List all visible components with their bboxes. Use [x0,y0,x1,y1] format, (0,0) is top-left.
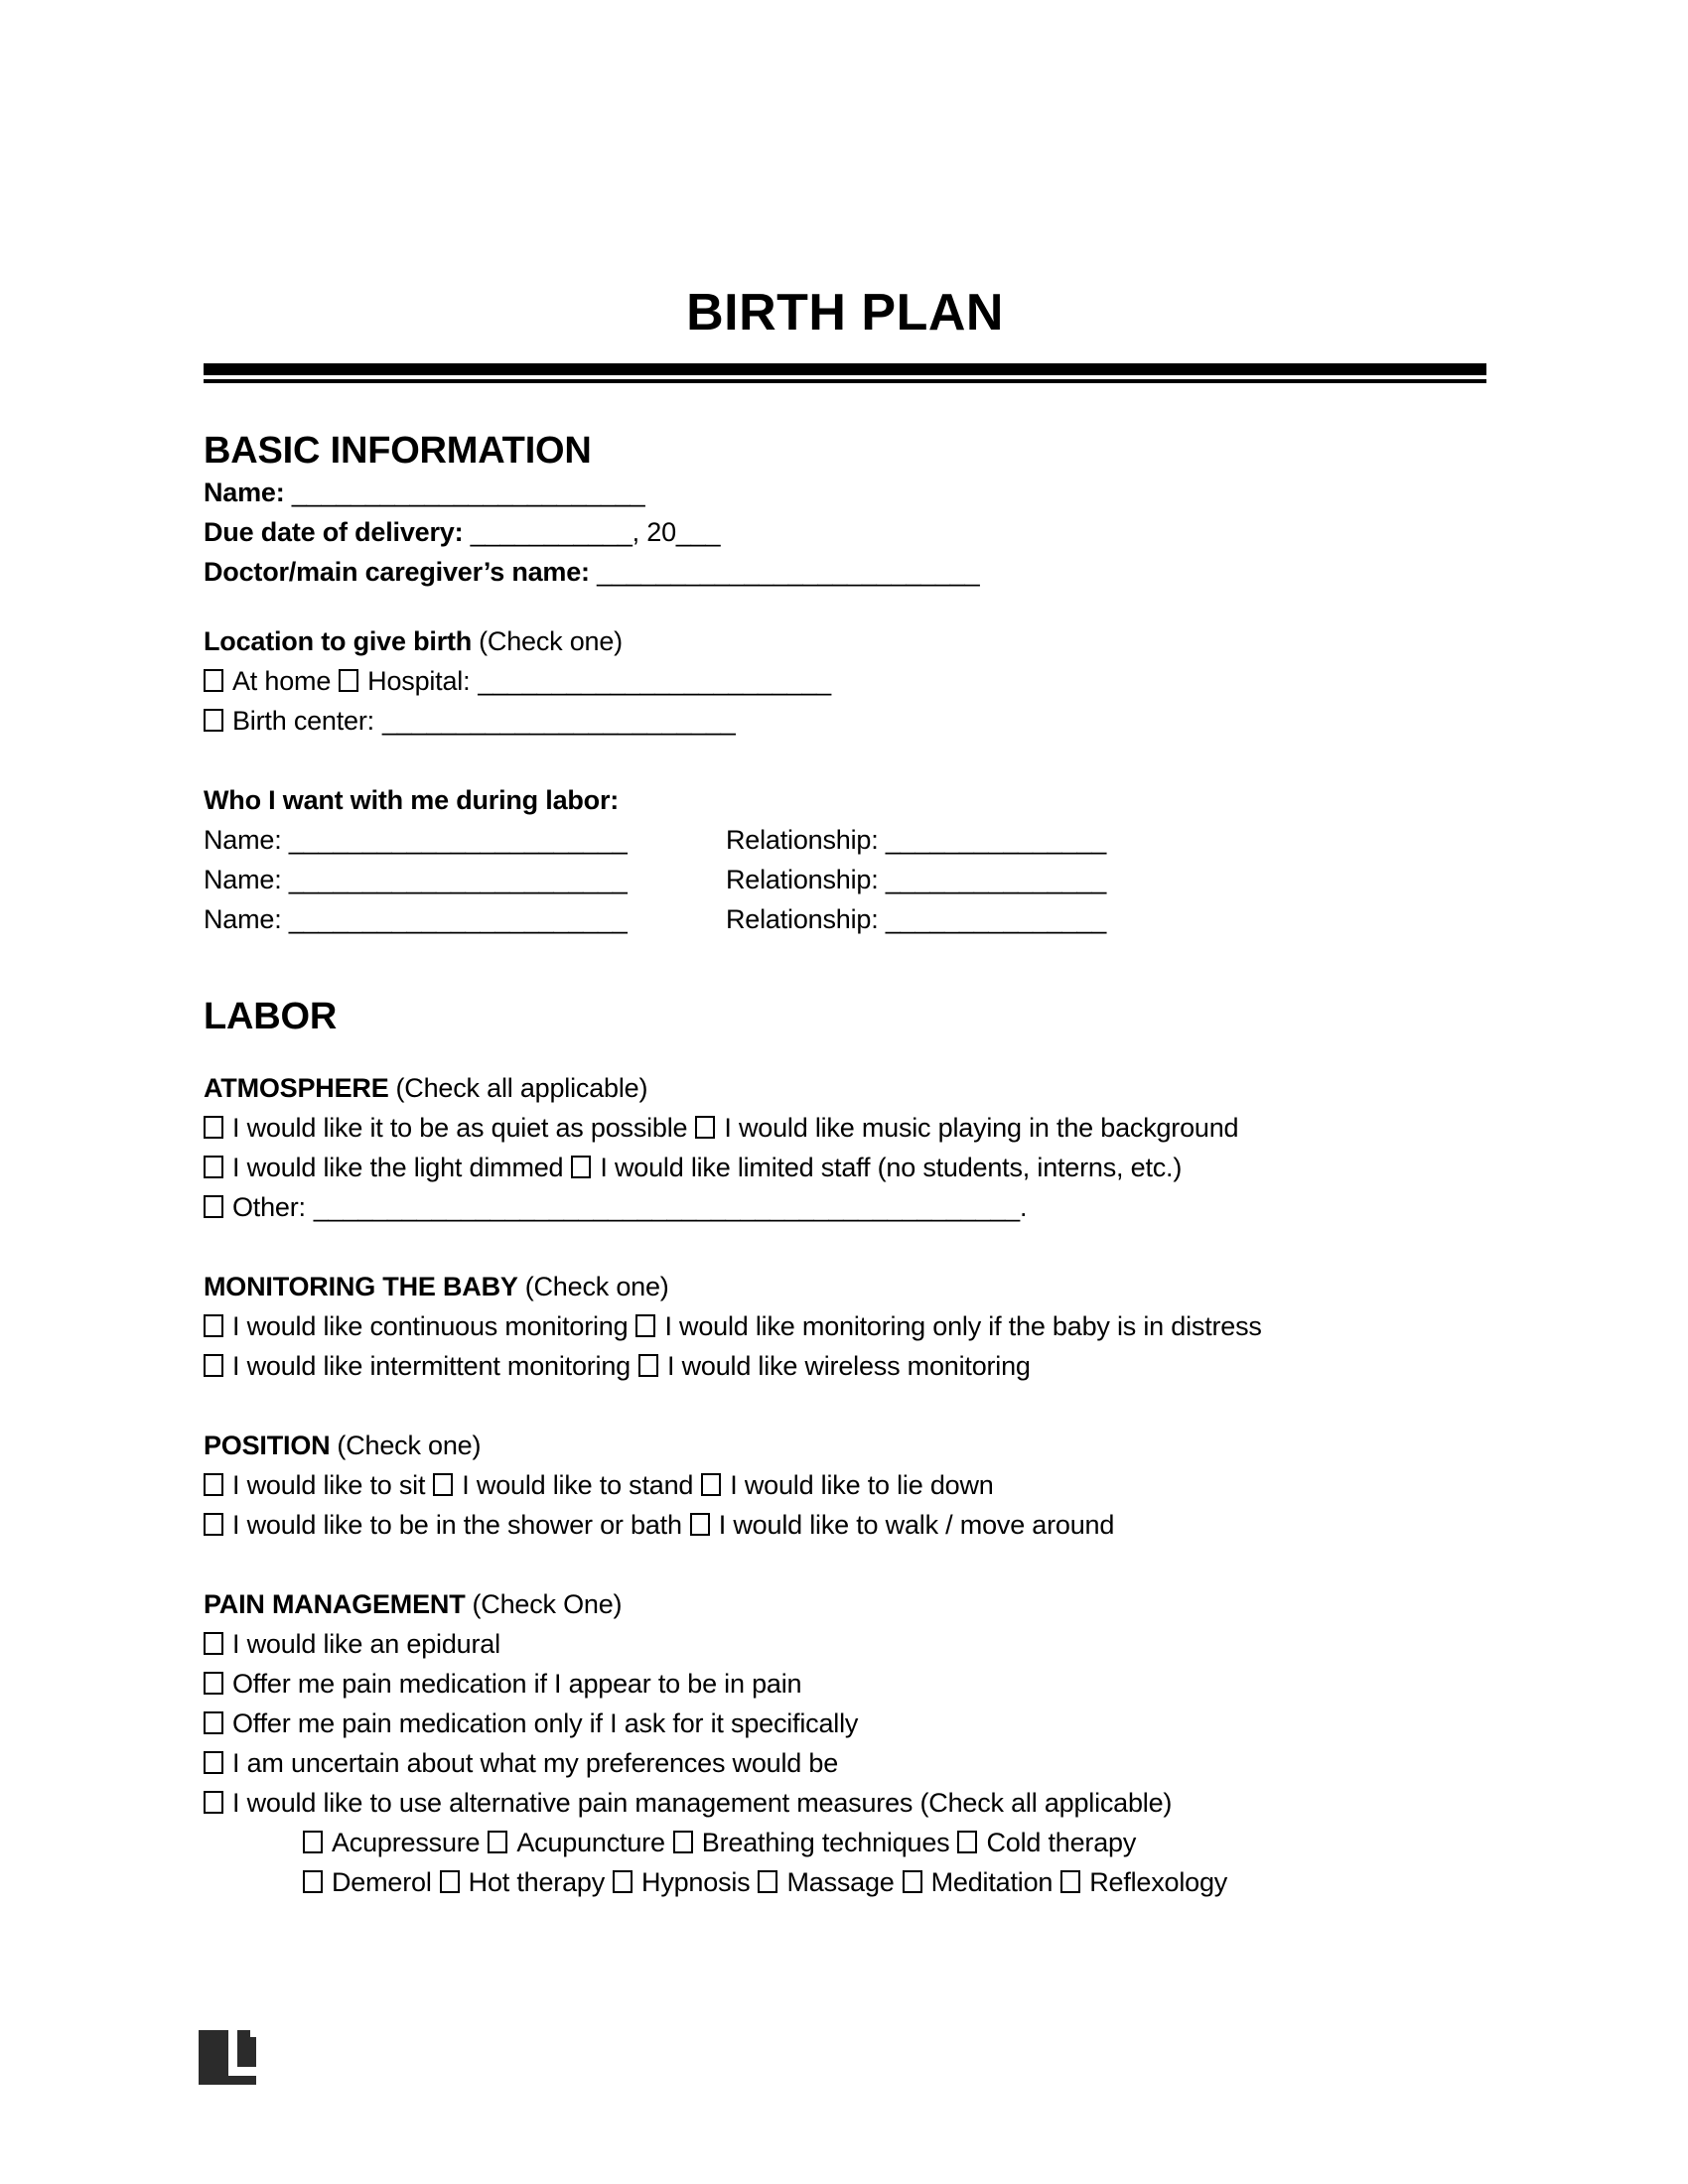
location-option-line-1 [204,661,1486,701]
uncertain-checkbox[interactable] [204,1751,223,1774]
name-label: Name: [204,478,285,507]
due-date-year-blank[interactable]: ___ [675,517,721,547]
companion-rel-blank[interactable]: _______________ [885,904,1107,934]
field-due-date [204,512,1486,552]
option-sit [204,1470,425,1500]
option-alternative-measures [204,1788,1172,1818]
companion-rel-label: Relationship: [726,825,879,855]
position-heading-bold: POSITION [204,1431,331,1460]
due-date-suffix: , 20 [632,517,676,547]
option-label: Breathing techniques [701,1828,950,1857]
other-blank[interactable]: ________________________________________________ [313,1192,1021,1222]
option-label: I would like limited staff (no students, interns, etc.) [600,1153,1183,1182]
atmosphere-other-line [204,1187,1486,1227]
option-at-home [204,666,331,696]
divider-thin-line [204,379,1486,383]
intermittent-monitoring-checkbox[interactable] [204,1354,223,1377]
offer-if-asked-checkbox[interactable] [204,1711,223,1734]
hot-therapy-checkbox[interactable] [440,1870,460,1893]
option-label: Acupressure [332,1828,481,1857]
option-massage [758,1867,894,1897]
logo-letter-l-icon [228,2067,256,2076]
option-label: I would like to sit [232,1470,426,1500]
monitoring-heading [204,1267,1486,1306]
option-acupuncture [488,1828,664,1857]
option-label: I would like it to be as quiet as possible [232,1113,688,1143]
alternative-option-line [204,1862,1486,1902]
option-hot-therapy [440,1867,605,1897]
option-label: I would like monitoring only if the baby is in distress [664,1311,1262,1341]
position-option-line [204,1465,1486,1505]
monitoring-option-line [204,1346,1486,1386]
cold-therapy-checkbox[interactable] [957,1831,977,1853]
option-label: I would like to use alternative pain management measures (Check all applicable) [232,1788,1173,1818]
atmosphere-option-line [204,1148,1486,1187]
light-dimmed-checkbox[interactable] [204,1156,223,1178]
pain-option-line [204,1704,1486,1743]
option-epidural [204,1629,500,1659]
option-label: I would like intermittent monitoring [232,1351,631,1381]
option-demerol [303,1867,432,1897]
option-label: Demerol [332,1867,432,1897]
option-label: Cold therapy [986,1828,1137,1857]
option-meditation [903,1867,1054,1897]
option-hypnosis [613,1867,750,1897]
position-heading [204,1426,1486,1465]
option-label: I would like to be in the shower or bath [232,1510,682,1540]
companion-name-label: Name: [204,865,282,894]
pain-option-line [204,1624,1486,1664]
option-light-dimmed [204,1153,563,1182]
other-checkbox[interactable] [204,1195,223,1218]
option-label: I would like to walk / move around [718,1510,1115,1540]
option-lie-down [701,1470,993,1500]
option-label: I am uncertain about what my preferences would be [232,1748,839,1778]
companions-heading: Who I want with me during labor: [204,785,620,815]
logo-notch [250,2030,256,2037]
option-acupressure [303,1828,480,1857]
companion-rel-label: Relationship: [726,865,879,894]
divider-thick-line [204,363,1486,375]
doctor-label: Doctor/main caregiver’s name: [204,557,590,587]
atmosphere-option-line [204,1108,1486,1148]
option-hospital [339,666,470,696]
option-label: Other: [232,1192,306,1222]
option-label: I would like continuous monitoring [232,1311,629,1341]
wireless-monitoring-checkbox[interactable] [638,1354,658,1377]
page-title: BIRTH PLAN [686,284,1004,341]
other-period: . [1020,1192,1028,1222]
offer-if-in-pain-checkbox[interactable] [204,1672,223,1695]
hospital-blank[interactable]: ________________________ [478,666,831,696]
quiet-checkbox[interactable] [204,1116,223,1139]
music-checkbox[interactable] [695,1116,715,1139]
position-heading-note: (Check one) [337,1431,482,1460]
location-block [204,621,1486,741]
acupuncture-checkbox[interactable] [488,1831,507,1853]
monitoring-option-line [204,1306,1486,1346]
option-uncertain [204,1748,838,1778]
legal-templates-logo [199,2030,256,2085]
hypnosis-checkbox[interactable] [613,1870,633,1893]
companion-rel-blank[interactable]: _______________ [885,825,1107,855]
atmosphere-heading-note: (Check all applicable) [395,1073,648,1103]
location-heading [204,621,1486,661]
option-label: Acupuncture [516,1828,665,1857]
title-divider [204,363,1486,383]
reflexology-checkbox[interactable] [1060,1870,1080,1893]
option-continuous-monitoring [204,1311,628,1341]
position-option-line [204,1505,1486,1545]
atmosphere-heading-bold: ATMOSPHERE [204,1073,389,1103]
distress-monitoring-checkbox[interactable] [635,1314,655,1337]
option-label: Hot therapy [468,1867,606,1897]
option-offer-if-in-pain [204,1669,801,1699]
companion-name-blank[interactable]: _______________________ [288,865,628,894]
option-breathing-techniques [673,1828,950,1857]
companion-row [204,820,1486,860]
option-label: Offer me pain medication only if I ask for it specifically [232,1708,859,1738]
sit-checkbox[interactable] [204,1473,223,1496]
monitoring-heading-note: (Check one) [524,1272,669,1301]
section-heading-basic-information: BASIC INFORMATION [204,430,592,472]
epidural-checkbox[interactable] [204,1632,223,1655]
name-blank[interactable]: ________________________ [291,478,645,507]
demerol-checkbox[interactable] [303,1870,323,1893]
due-date-label: Due date of delivery: [204,517,464,547]
doctor-blank[interactable]: __________________________ [597,557,980,587]
companion-row [204,860,1486,899]
stand-checkbox[interactable] [433,1473,453,1496]
walk-move-checkbox[interactable] [690,1513,710,1536]
breathing-techniques-checkbox[interactable] [673,1831,693,1853]
field-name [204,473,1486,512]
massage-checkbox[interactable] [758,1870,777,1893]
document-content [204,0,1486,1902]
option-label: Hospital: [367,666,471,696]
option-music [695,1113,1238,1143]
option-distress-monitoring [635,1311,1261,1341]
companion-name-blank[interactable]: _______________________ [288,904,628,934]
section-heading-labor: LABOR [204,996,338,1037]
option-cold-therapy [957,1828,1136,1857]
option-stand [433,1470,693,1500]
option-reflexology [1060,1867,1227,1897]
companion-row [204,899,1486,939]
option-label: I would like the light dimmed [232,1153,564,1182]
option-shower-bath [204,1510,682,1540]
option-label: Meditation [930,1867,1054,1897]
option-wireless-monitoring [638,1351,1031,1381]
hospital-checkbox[interactable] [339,669,358,692]
birth-center-blank[interactable]: ________________________ [381,706,736,736]
option-label: Reflexology [1089,1867,1228,1897]
location-heading-note: (Check one) [479,626,623,656]
acupressure-checkbox[interactable] [303,1831,323,1853]
limited-staff-checkbox[interactable] [571,1156,591,1178]
option-birth-center [204,706,374,736]
companion-name-label: Name: [204,825,282,855]
position-block [204,1426,1486,1545]
birth-center-checkbox[interactable] [204,709,223,732]
option-other [204,1192,306,1222]
companion-name-blank[interactable]: _______________________ [288,825,628,855]
location-option-line-2 [204,701,1486,741]
monitoring-block [204,1267,1486,1386]
pain-option-line [204,1783,1486,1823]
pain-heading-bold: PAIN MANAGEMENT [204,1589,466,1619]
alternative-option-line [204,1823,1486,1862]
option-walk-move [690,1510,1114,1540]
option-label: Hypnosis [641,1867,751,1897]
alternative-measures-checkbox[interactable] [204,1791,223,1814]
pain-heading-note: (Check One) [472,1589,623,1619]
option-label: I would like an epidural [232,1629,500,1659]
pain-option-line [204,1664,1486,1704]
monitoring-heading-bold: MONITORING THE BABY [204,1272,518,1301]
meditation-checkbox[interactable] [903,1870,922,1893]
due-date-blank[interactable]: ___________ [470,517,633,547]
atmosphere-heading [204,1068,1486,1108]
option-label: I would like music playing in the background [724,1113,1239,1143]
location-heading-bold: Location to give birth [204,626,473,656]
companion-rel-label: Relationship: [726,904,879,934]
lie-down-checkbox[interactable] [701,1473,721,1496]
option-intermittent-monitoring [204,1351,631,1381]
option-label: Offer me pain medication if I appear to be in pain [232,1669,802,1699]
shower-bath-checkbox[interactable] [204,1513,223,1536]
option-offer-if-asked [204,1708,858,1738]
option-label: At home [232,666,332,696]
option-label: Massage [786,1867,895,1897]
at-home-checkbox[interactable] [204,669,223,692]
atmosphere-block [204,1068,1486,1227]
pain-option-line [204,1743,1486,1783]
option-label: I would like to lie down [730,1470,994,1500]
field-doctor-name [204,552,1486,592]
option-label: I would like wireless monitoring [666,1351,1031,1381]
companion-rel-blank[interactable]: _______________ [885,865,1107,894]
companions-block [204,780,1486,939]
option-label: Birth center: [232,706,374,736]
continuous-monitoring-checkbox[interactable] [204,1314,223,1337]
option-label: I would like to stand [462,1470,694,1500]
pain-management-block [204,1584,1486,1902]
option-quiet [204,1113,687,1143]
companion-name-label: Name: [204,904,282,934]
pain-heading [204,1584,1486,1624]
option-limited-staff [571,1153,1182,1182]
